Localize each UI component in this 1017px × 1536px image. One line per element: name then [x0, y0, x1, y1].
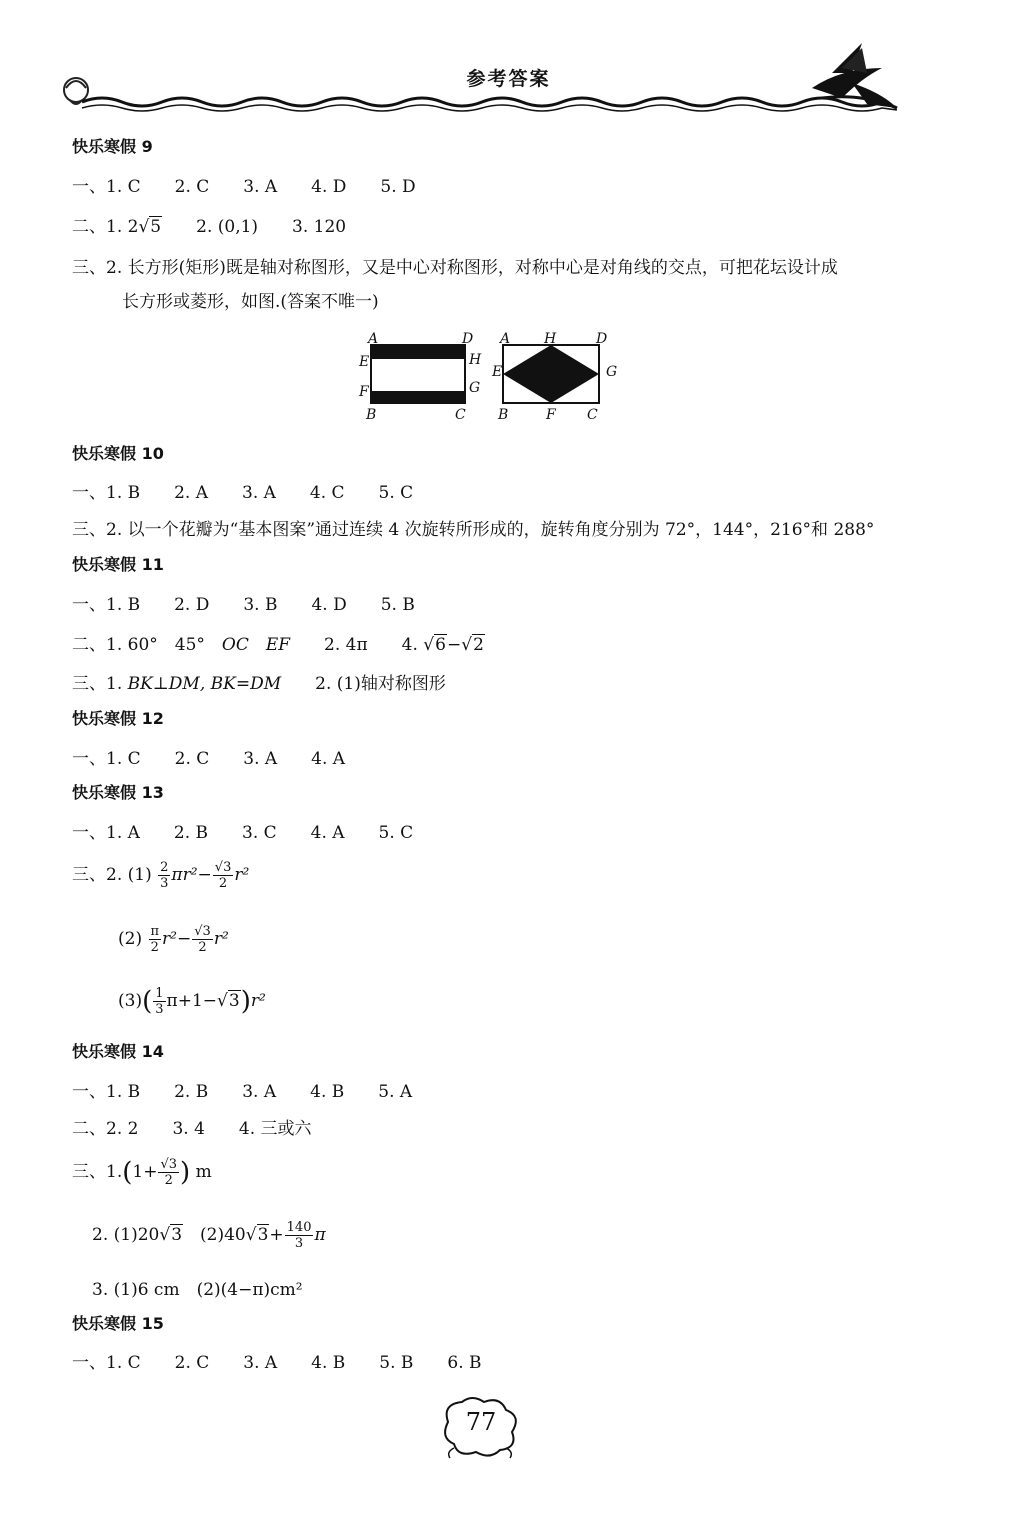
page-number: 77 [465, 1408, 497, 1436]
label-C-1: C [455, 407, 466, 423]
label-H-1: H [469, 352, 482, 368]
s9-choice-answers: 一、1. C 2. C 3. A 4. D 5. D [72, 177, 416, 197]
s10-answer-text: 三、2. 以一个花瓣为“基本图案”通过连续 4 次旋转所形成的，旋转角度分别为 72°，144°，216°和 288° [72, 520, 875, 540]
label-D-2: D [596, 331, 608, 347]
s11-answer-text: 三、1. BK⊥DM, BK=DM 2. (1)轴对称图形 [72, 674, 446, 694]
s14-answer-text: 3. (1)6 cm (2)(4−π)cm² [92, 1280, 303, 1300]
rectangle-design-figure [371, 345, 465, 403]
section-title-14: 快乐寒假 14 [72, 1042, 164, 1061]
label-G-2: G [606, 364, 618, 380]
label-F-2: F [546, 407, 556, 423]
s14-choice-answers: 一、1. B 2. B 3. A 4. B 5. A [72, 1082, 413, 1102]
label-E-1: E [359, 354, 370, 370]
label-A-1: A [368, 331, 379, 347]
label-F-1: F [359, 384, 369, 400]
label-A-2: A [500, 331, 511, 347]
s13-formula-2: (2) $\frac{\pi}{2}$ r²− $\frac{√3}{2}$ r² [118, 924, 229, 955]
s15-choice-answers: 一、1. C 2. C 3. A 4. B 5. B 6. B [72, 1353, 482, 1373]
s14-formula-2: 2. (1)20√3 (2)40√3+ $\frac{140}{3}$ π [92, 1220, 326, 1251]
label-B-2: B [498, 407, 509, 423]
s13-formula-1: 三、2. (1) $\frac{2}{3}$ πr²− $\frac{√3}{2}$ r² [72, 860, 250, 891]
label-C-2: C [587, 407, 598, 423]
section-title-15: 快乐寒假 15 [72, 1314, 164, 1333]
label-D-1: D [462, 331, 474, 347]
s12-choice-answers: 一、1. C 2. C 3. A 4. A [72, 749, 346, 769]
s9-answer-text-1: 三、2. 长方形(矩形)既是轴对称图形，又是中心对称图形，对称中心是对角线的交点，可把花坛设计成 [72, 258, 838, 278]
label-G-1: G [469, 380, 481, 396]
s14-formula-1: 三、1.(1+ $\frac{√3}{2}$ ) m [72, 1157, 212, 1188]
section-title-12: 快乐寒假 12 [72, 709, 164, 728]
s14-fill-answers: 二、2. 2 3. 4 4. 三或六 [72, 1119, 312, 1139]
page-header-title: 参考答案 [466, 68, 551, 90]
section-title-10: 快乐寒假 10 [72, 444, 164, 463]
section-title-9: 快乐寒假 9 [72, 137, 153, 156]
label-B-1: B [366, 407, 377, 423]
s10-choice-answers: 一、1. B 2. A 3. A 4. C 5. C [72, 483, 414, 503]
s11-fill-answers: 二、1. 60° 45° OC EF 2. 4π 4. √6−√2 [72, 635, 484, 655]
s11-choice-answers: 一、1. B 2. D 3. B 4. D 5. B [72, 595, 415, 615]
s9-answer-text-2: 长方形或菱形，如图.(答案不唯一) [122, 292, 379, 312]
s13-formula-3: (3)( $\frac{1}{3}$ π+1−√3)r² [118, 986, 266, 1017]
rhombus-design-figure [503, 345, 599, 403]
label-H-2: H [544, 331, 557, 347]
section-title-13: 快乐寒假 13 [72, 783, 164, 802]
label-E-2: E [492, 364, 503, 380]
section-title-11: 快乐寒假 11 [72, 555, 164, 574]
s13-choice-answers: 一、1. A 2. B 3. C 4. A 5. C [72, 823, 414, 843]
s9-fill-answers: 二、1. 2√5 2. (0,1) 3. 120 [72, 217, 347, 237]
